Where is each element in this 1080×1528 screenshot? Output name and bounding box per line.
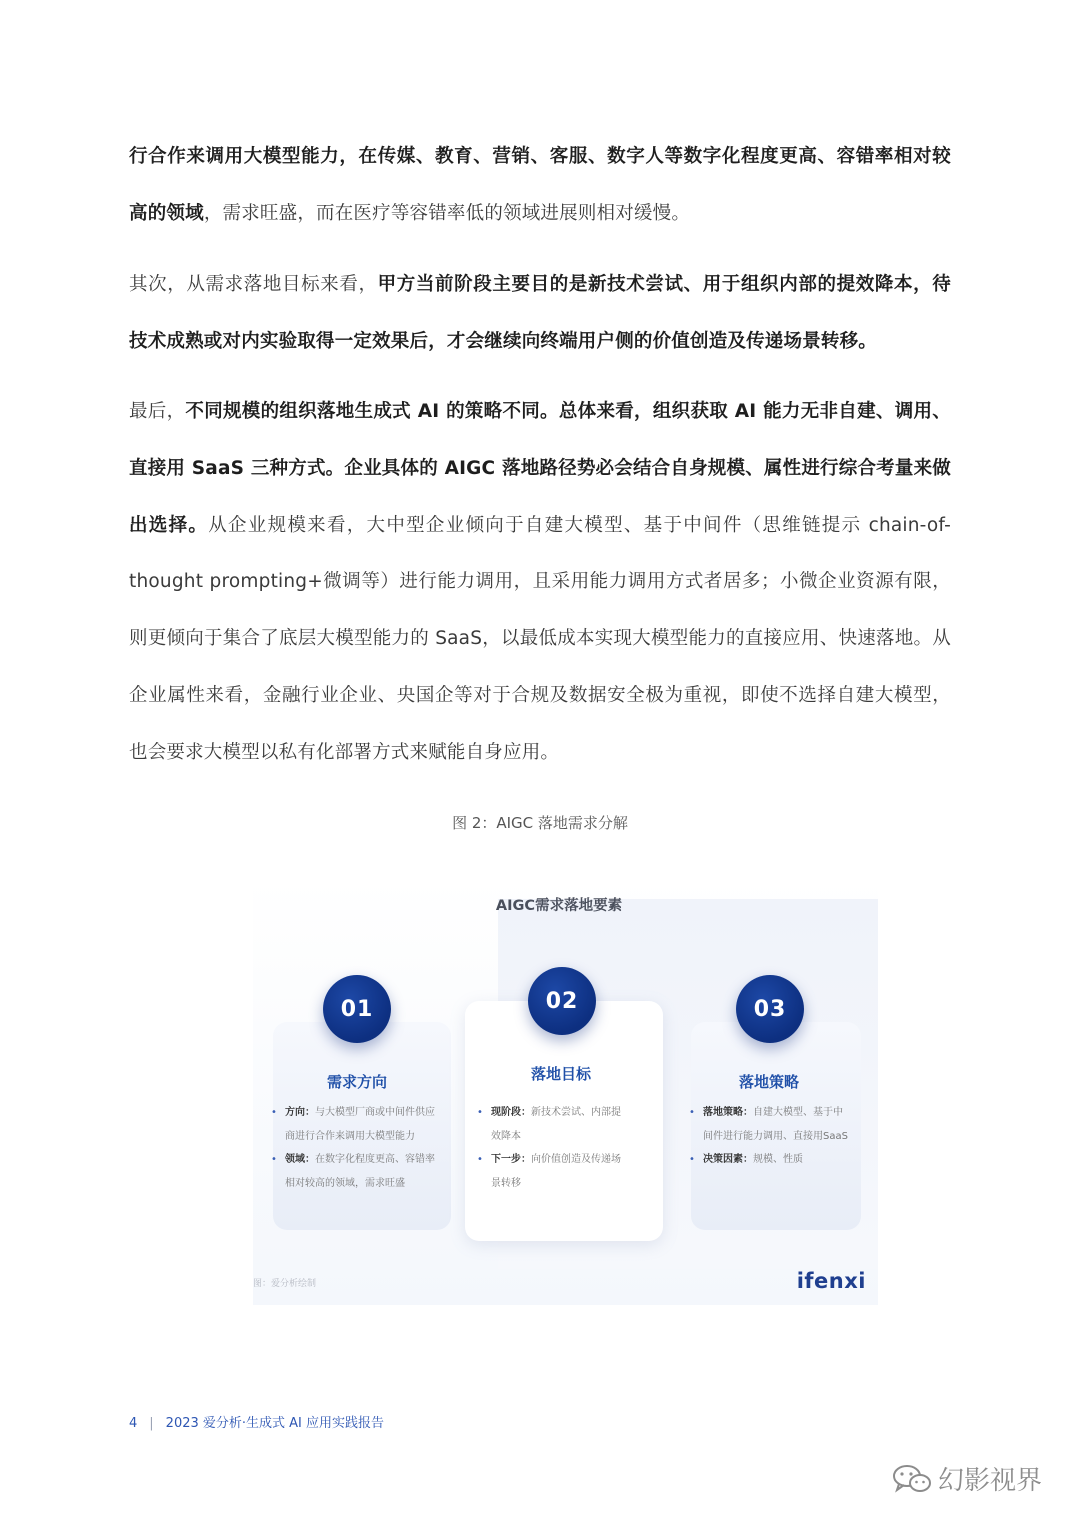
bullet-text: 向价值创造及传递场景转移 [491,1154,621,1189]
step-badge-01: 01 [323,975,391,1043]
bullet-key: 方向： [285,1107,315,1118]
bullet-text: 在数字化程度更高、容错率相对较高的领域，需求旺盛 [285,1154,435,1189]
bullet-item [477,1101,627,1148]
paragraph-text: 其次，从需求落地目标来看， [129,274,378,295]
wechat-icon [892,1463,932,1495]
bullet-key: 现阶段： [491,1107,531,1118]
card-title: 需求方向 [326,1073,387,1091]
paragraph-bold-text: 甲方当前阶段主要目的是新技术尝试、用于组织内部的提效降本，待技术成熟或对内实验取得一定效果后，才会继续向终端用户侧的价值创造及传递场景转移。 [129,274,951,352]
paragraph-text: 最后， [129,401,186,422]
paragraph-landing-goal [129,257,951,371]
bullet-text: 规模、性质 [753,1154,803,1165]
paragraph-bold-text: 不同规模的组织落地生成式 AI 的策略不同。总体来看，组织获取 AI 能力无非自建、调用、直接用 SaaS 三种方式。企业具体的 AIGC 落地路径势必会结合自身规模、属性进行综合考量来做出选择。 [129,401,951,536]
figure-aigc-elements [253,877,878,1305]
bullet-key: 下一步： [491,1154,531,1165]
step-badge-02: 02 [528,967,596,1035]
card-title: 落地目标 [530,1065,591,1083]
footer-separator: | [149,1416,154,1431]
paragraph-text: 从企业规模来看，大中型企业倾向于自建大模型、基于中间件（思维链提示 chain-of-thought prompting+微调等）进行能力调用，且采用能力调用方式者居多；小微企业资源有限，则更倾向于集合了底层大模型能力的 SaaS，以最低成本实现大模型能力的直接应用、快速落地。从企业属性来看，金融行业企业、央国企等对于合规及数据安全极为重视，即使不选择自建大模型，也会要求大模型以私有化部署方式来赋能自身应用。 [129,514,951,763]
figure-source: 图：爱分析绘制 [253,1279,317,1289]
bullet-text: 与大模型厂商或中间件供应商进行合作来调用大模型能力 [285,1107,435,1142]
card-bullet-list [271,1101,443,1195]
step-badge-03: 03 [736,975,804,1043]
card-title: 落地策略 [738,1073,799,1091]
paragraph-demand-direction [129,129,951,243]
bullet-item [689,1148,849,1172]
figure-caption: 图 2：AIGC 落地需求分解 [452,814,628,832]
paragraph-bold-text: 行合作来调用大模型能力，在传媒、教育、营销、客服、数字人等数字化程度更高、容错率相对较高的领域 [129,146,951,224]
report-title: 2023 爱分析·生成式 AI 应用实践报告 [165,1416,385,1431]
bullet-item [271,1148,443,1195]
paragraph-strategy [129,384,951,782]
card-bullet-list [477,1101,627,1195]
bullet-item [477,1148,627,1195]
page-number: 4 [129,1416,138,1431]
figure-title: AIGC需求落地要素 [495,898,623,914]
bullet-key: 落地策略： [703,1107,753,1118]
bullet-key: 领域： [285,1154,315,1165]
paragraph-text: ，需求旺盛，而在医疗等容错率低的领域进展则相对缓慢。 [203,202,691,224]
ifenxi-logo: ifenxi [796,1269,866,1293]
page-footer [129,1412,384,1431]
watermark [892,1460,1042,1497]
bullet-text: 自建大模型、基于中间件进行能力调用、直接用SaaS [703,1107,848,1142]
bullet-item [271,1101,443,1148]
watermark-text: 幻影视界 [938,1466,1043,1496]
card-bullet-list [689,1101,849,1172]
bullet-item [689,1101,849,1148]
bullet-text: 新技术尝试、内部提效降本 [491,1107,621,1142]
bullet-key: 决策因素： [703,1154,753,1165]
